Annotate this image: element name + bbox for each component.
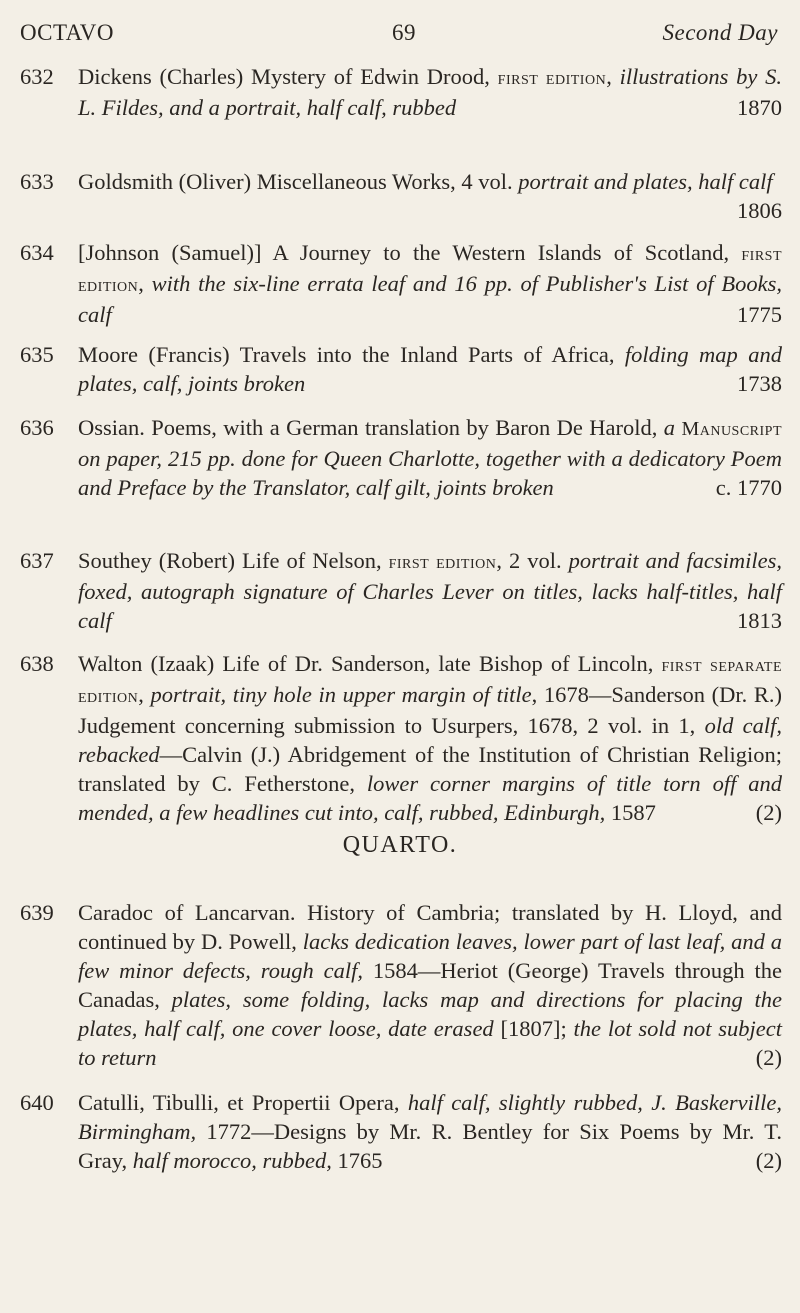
lot-description <box>78 238 782 329</box>
page-number: 69 <box>392 20 416 45</box>
description-text: Ossian. Poems, with a German translation by Baron De Harold, <box>78 415 664 440</box>
lot-description <box>78 167 782 223</box>
description-text: Dickens (Charles) Mystery of Edwin Drood, <box>78 64 498 89</box>
lot-year: (2) <box>755 1148 782 1173</box>
description-text: first edition <box>497 67 607 89</box>
lot-description <box>78 1088 782 1175</box>
description-text: first separate edition <box>78 654 783 707</box>
description-text: Goldsmith (Oliver) Miscellaneous Works, 4 vol. <box>78 169 519 194</box>
description-text: 1772—Designs by Mr. R. Bentley for Six Poems by Mr. T. Gray, <box>78 1119 782 1173</box>
description-text: , 1678—Sanderson (Dr. R.) Judgement concerning submission to Usurpers, 1678, 2 vol. in 1, <box>78 682 783 738</box>
lot-year: (2) <box>755 1045 782 1070</box>
lot-number: 636 <box>20 415 54 440</box>
catalogue-lot <box>20 340 782 398</box>
description-text: portrait, tiny hole in upper margin of title <box>150 682 532 707</box>
description-text: a <box>663 415 682 440</box>
lot-description <box>78 898 782 1072</box>
header-section-label: OCTAVO <box>20 20 115 45</box>
description-text: half morocco, rubbed, <box>132 1148 332 1173</box>
catalogue-lot <box>20 62 782 122</box>
description-text: Walton (Izaak) Life of Dr. Sanderson, late Bishop of Lincoln, <box>78 651 662 676</box>
section-heading: QUARTO. <box>342 832 458 858</box>
catalogue-lot <box>20 1088 782 1175</box>
description-text: lacks dedication leaves, lower part of last leaf, and a few minor defects, rough calf, <box>78 929 782 983</box>
description-text: folding map and plates, calf, joints broken <box>78 342 782 396</box>
lot-description <box>78 340 782 398</box>
lot-number: 634 <box>20 240 54 265</box>
description-text: portrait and facsimiles, foxed, autograph signature of Charles Lever on titles, lacks half-titles, half calf <box>78 548 782 633</box>
description-text: Manuscript <box>681 418 783 440</box>
description-text: 1765 <box>331 1148 383 1173</box>
lot-year: (2) <box>755 800 782 825</box>
description-text: with the six-line errata leaf and 16 pp. of Publisher's List of Books, calf <box>78 271 783 327</box>
catalogue-lot <box>20 413 782 502</box>
description-text: first edition <box>78 243 782 296</box>
description-text: half calf, slightly rubbed, J. Baskerville, Birmingham, <box>78 1090 782 1144</box>
lot-description <box>78 413 782 502</box>
description-text: , <box>138 682 151 707</box>
lot-number: 633 <box>20 169 54 194</box>
description-text: Moore (Francis) Travels into the Inland Parts of Africa, <box>78 342 625 367</box>
description-text: 1584—Heriot (George) Travels through the Canadas, <box>78 958 782 1012</box>
catalogue-lot <box>20 546 782 635</box>
lot-year: 1870 <box>737 95 782 120</box>
description-text: , 2 vol. <box>496 548 569 573</box>
header-sale-day: Second Day <box>662 20 778 45</box>
catalogue-lot <box>20 167 782 225</box>
catalogue-lot <box>20 649 782 827</box>
page-header <box>20 20 778 56</box>
description-text: Caradoc of Lancarvan. History of Cambria; translated by H. Lloyd, and continued by D. Powell, <box>78 900 782 954</box>
lot-year: 1806 <box>737 198 782 223</box>
lot-year: 1813 <box>737 608 782 633</box>
lot-year: 1775 <box>737 302 782 327</box>
lot-year: c. 1770 <box>715 475 782 500</box>
description-text: lower corner margins of title torn off and mended, a few headlines cut into, calf, rubbed, Edinburgh, <box>78 771 783 825</box>
description-text: , <box>606 64 620 89</box>
lot-number: 635 <box>20 342 54 367</box>
description-text: Catulli, Tibulli, et Propertii Opera, <box>78 1090 408 1115</box>
description-text: —Calvin (J.) Abridgement of the Institution of Christian Religion; translated by C. Fetherstone, <box>78 742 782 796</box>
description-text: [Johnson (Samuel)] A Journey to the Western Islands of Scotland, <box>78 240 742 265</box>
lot-description <box>78 649 782 827</box>
lot-description <box>78 62 782 122</box>
description-text: Southey (Robert) Life of Nelson, <box>78 548 389 573</box>
description-text: plates, some folding, lacks map and directions for placing the plates, half calf, one cover loose, date erased <box>78 987 782 1041</box>
lot-year: 1738 <box>737 371 782 396</box>
lot-number: 640 <box>20 1090 54 1115</box>
lot-description <box>78 546 782 635</box>
lot-number: 632 <box>20 64 54 89</box>
description-text: portrait and plates, half calf <box>518 169 773 194</box>
description-text: first edition <box>388 551 497 573</box>
description-text: on paper, 215 pp. done for Queen Charlotte, together with a dedicatory Poem and Preface by the Translator, calf gilt, joints broken <box>78 446 782 500</box>
description-text: old calf, rebacked <box>78 713 782 767</box>
description-text: the lot sold not subject to return <box>78 1016 783 1070</box>
description-text: , <box>138 271 152 296</box>
description-text: 1587 <box>605 800 656 825</box>
catalogue-lot <box>20 898 782 1072</box>
description-text: illustrations by S. L. Fildes, and a portrait, half calf, rubbed <box>78 64 783 120</box>
catalogue-lot <box>20 238 782 329</box>
lot-number: 638 <box>20 651 54 676</box>
lot-number: 639 <box>20 900 54 925</box>
lot-number: 637 <box>20 548 54 573</box>
description-text: [1807]; <box>493 1016 574 1041</box>
